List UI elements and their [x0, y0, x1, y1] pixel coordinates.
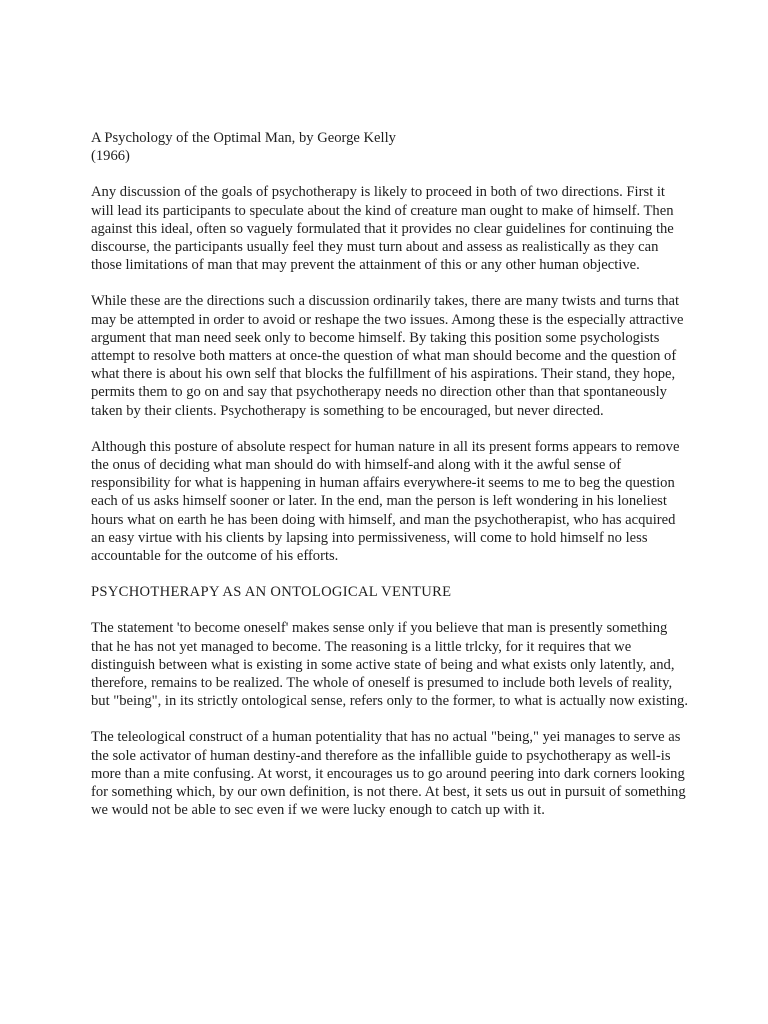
paragraph-1: Any discussion of the goals of psychotherapy is likely to proceed in both of two directions. First it will lead its participants to speculate about the kind of creature man ought to make of himself. Then against this ideal, often so vaguely formulated that it provides no clear guidelines for continuing the discourse, the participants usually feel they must turn about and assess as realistically as they can those limitations of man that may prevent the attainment of this or any other human objective. [91, 184, 674, 274]
title-block [91, 129, 691, 165]
paragraph-2: While these are the directions such a discussion ordinarily takes, there are many twists and turns that may be attempted in order to avoid or reshape the two issues. Among these is the especially attractive argument that man need seek only to become himself. By taking this position some psychologists attempt to resolve both matters at once-the question of what man should become and the question of what there is about his own self that blocks the fulfillment of his aspirations. Their stand, they hope, permits them to go on and say that psychotherapy needs no direction other than that spontaneously taken by their clients. Psychotherapy is something to be encouraged, but never directed. [91, 293, 684, 419]
paragraph-3: Although this posture of absolute respect for human nature in all its present forms appears to remove the onus of deciding what man should do with himself-and along with it the awful sense of responsibility for what is happening in human affairs everywhere-it seems to me to beg the question each of us asks himself sooner or later. In the end, man the person is left wondering in his loneliest hours what on earth he has been doing with himself, and man the psychotherapist, who has acquired an easy virtue with his clients by lapsing into permissiveness, will come to hold himself no less accountable for the outcome of his efforts. [91, 438, 680, 565]
document-title: A Psychology of the Optimal Man, by George Kelly [91, 130, 396, 146]
paragraph-5: The teleological construct of a human potentiality that has no actual "being," yei manages to serve as the sole activator of human destiny-and therefore as the infallible guide to psychotherapy as well-is more than a mite confusing. At worst, it encourages us to go around peering into dark corners looking for something which, by our own definition, is not there. At best, it sets us out in pursuit of something we would not be able to sec even if we were lucky enough to catch up with it. [91, 729, 686, 819]
document-page [91, 129, 691, 838]
document-year: (1966) [91, 148, 130, 165]
paragraph-4: The statement 'to become oneself' makes sense only if you believe that man is presently something that he has not yet managed to become. The reasoning is a little trlcky, for it requires that we distinguish between what is existing in some active state of being and what exists only latently, and, therefore, remains to be realized. The whole of oneself is presumed to include both levels of reality, but "being", in its strictly ontological sense, refers only to the former, to what is actually now existing. [91, 620, 688, 710]
section-heading: PSYCHOTHERAPY AS AN ONTOLOGICAL VENTURE [91, 584, 452, 601]
